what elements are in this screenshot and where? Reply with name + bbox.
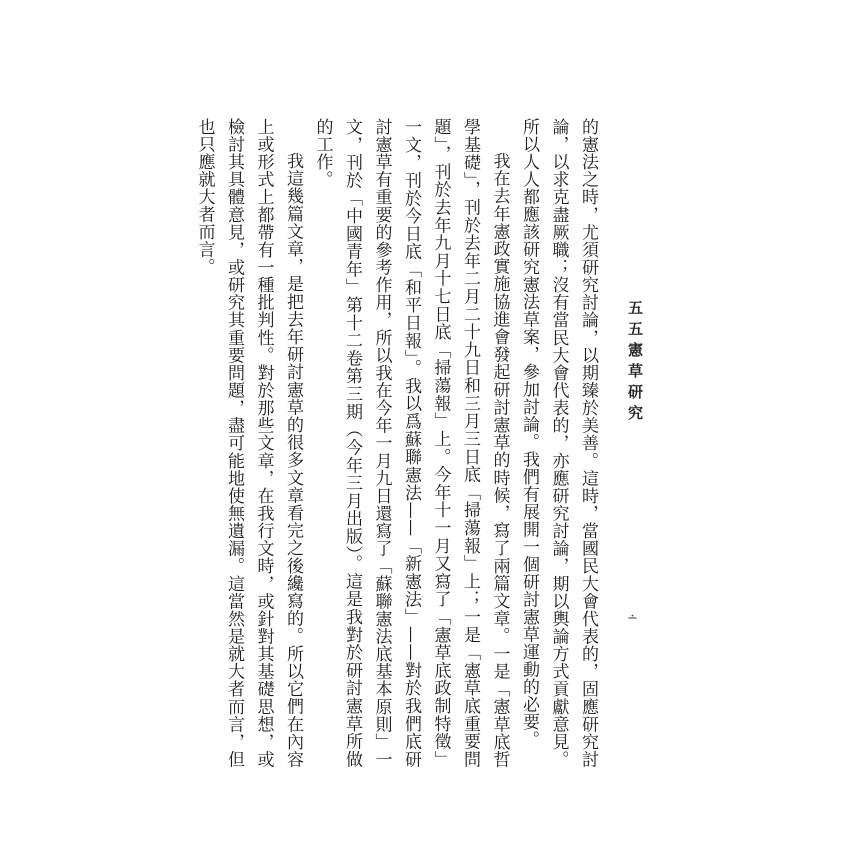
paragraph-2: 我在去年憲政實施協進會發起研討憲草的時候，寫了兩篇文章。一是「憲草底哲學基礎」，刊於去年二月二十九日和三月三日底「掃蕩報」上；一是「憲草底重要問題」，刊於去年九月十七日底「掃蕩報」上。今年十一月又寫了「憲草底政制特徵」一文，刊於今日底「和平日報」。我以爲蘇聯憲法——「新憲法」——對於我們底研討憲草有重要的參考作用，所以我在今年一月九日還寫了「蘇聯憲法底基本原則」一文，刊於「中國青年」第十二卷第三期（今年三月出版）。這是我對於研討憲草所做的工作。 [312, 118, 510, 768]
running-header: 五五憲草研究 [626, 300, 644, 426]
paragraph-1: 的憲法之時，尤須研究討論，以期臻於美善。這時，當國民大會代表的，固應研究討論，以求克盡厥職；沒有當民大會代表的，亦應研究討論，期以輿論方式貢獻意見。所以人人都應該研究憲法草案，參加討論。我們有展開一個研討憲草運動的必要。 [519, 118, 598, 768]
margin-mark: ∸ [627, 611, 638, 626]
paragraph-3: 我這幾篇文章，是把去年研討憲草的很多文章看完之後纔寫的。所以它們在內容上或形式上都帶有一種批判性。對於那些文章，在我行文時，或針對其基礎思想，或檢討其具體意見，或研究其重要問題，盡可能地使無遺漏。這當然是就大者而言，但也只應就大者而言。 [194, 118, 303, 768]
body-text [194, 118, 602, 768]
